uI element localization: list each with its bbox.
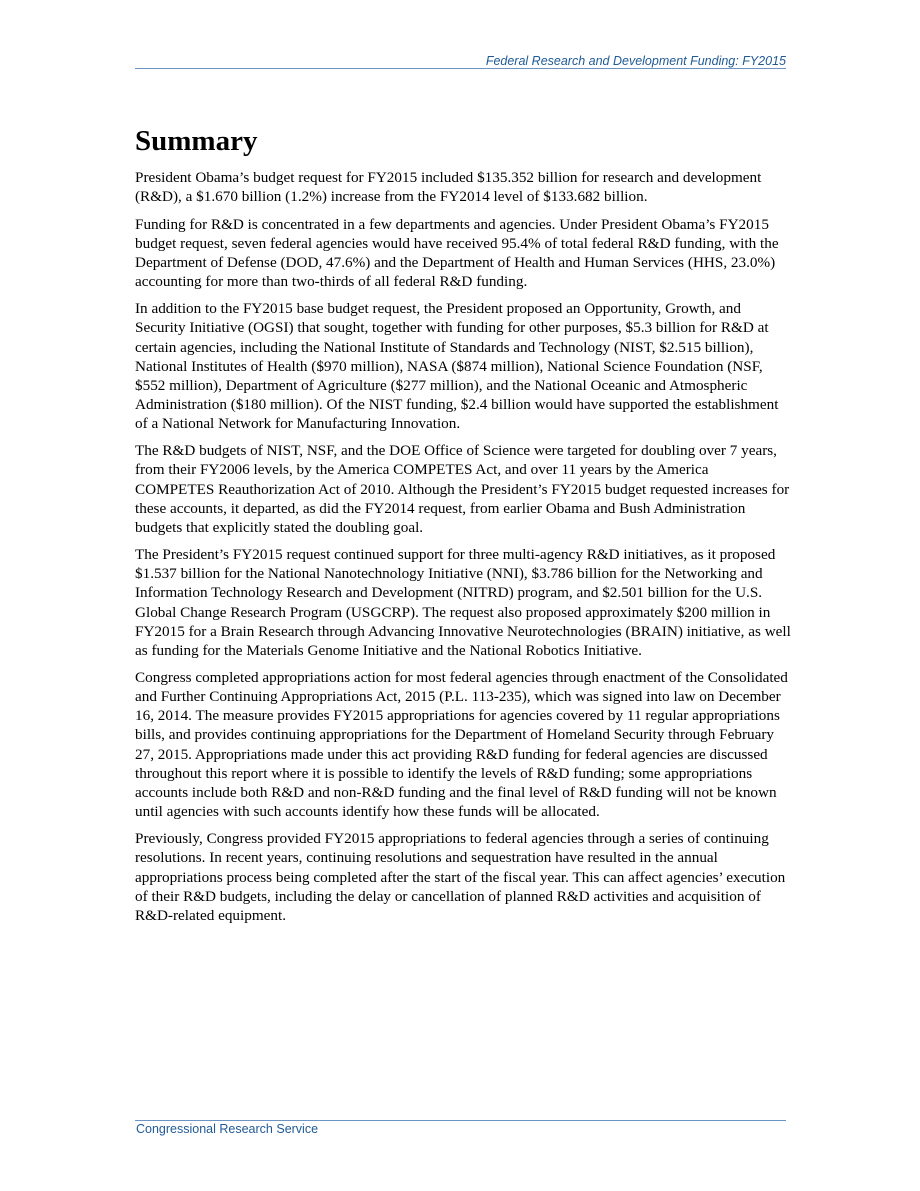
- summary-paragraph-7: Previously, Congress provided FY2015 appropriations to federal agencies through a series of continuing resolutions. In recent years, continuing resolutions and sequestration have resulted in the annual appropriations process being completed after the start of the fiscal year. This can affect agencies’ execution of their R&D budgets, including the delay or cancellation of planned R&D activities and acquisition of R&D-related equipment.: [135, 830, 786, 924]
- summary-heading: Summary: [135, 125, 258, 157]
- summary-paragraph-6: Congress completed appropriations action for most federal agencies through enactment of the Consolidated and Further Continuing Appropriations Act, 2015 (P.L. 113-235), which was signed into law on December 16, 2014. The measure provides FY2015 appropriations for agencies covered by 11 regular appropriations bills, and provides continuing appropriations for the Department of Homeland Security through February 27, 2015. Appropriations made under this act providing R&D funding for federal agencies are discussed throughout this report where it is possible to identify the levels of R&D funding; some appropriations accounts include both R&D and non-R&D funding and the final level of R&D funding will not be known until agencies with such accounts identify how these funds will be allocated.: [135, 669, 788, 820]
- header-rule: [135, 68, 786, 69]
- running-header-title: Federal Research and Development Funding: FY2015: [485, 54, 786, 68]
- footer-publisher: Congressional Research Service: [136, 1122, 319, 1136]
- summary-body: [135, 168, 791, 933]
- summary-paragraph-3: In addition to the FY2015 base budget request, the President proposed an Opportunity, Growth, and Security Initiative (OGSI) that sought, together with funding for other purposes, $5.3 billion for R&D at certain agencies, including the National Institute of Standards and Technology (NIST, $2.515 billion), National Institutes of Health ($970 million), NASA ($874 million), National Science Foundation (NSF, $552 million), Department of Agriculture ($277 million), and the National Oceanic and Atmospheric Administration ($180 million). Of the NIST funding, $2.4 billion would have supported the establishment of a National Network for Manufacturing Innovation.: [135, 300, 779, 432]
- summary-paragraph-4: The R&D budgets of NIST, NSF, and the DOE Office of Science were targeted for doubling over 7 years, from their FY2006 levels, by the America COMPETES Act, and over 11 years by the America COMPETES Reauthorization Act of 2010. Although the President’s FY2015 budget requested increases for these accounts, it departed, as did the FY2014 request, from earlier Obama and Bush Administration budgets that explicitly stated the doubling goal.: [135, 442, 790, 536]
- summary-paragraph-1: President Obama’s budget request for FY2015 included $135.352 billion for research and development (R&D), a $1.670 billion (1.2%) increase from the FY2014 level of $133.682 billion.: [135, 169, 762, 206]
- footer-rule: [135, 1120, 786, 1121]
- summary-paragraph-2: Funding for R&D is concentrated in a few departments and agencies. Under President Obama’s FY2015 budget request, seven federal agencies would have received 95.4% of total federal R&D funding, with the Department of Defense (DOD, 47.6%) and the Department of Health and Human Services (HHS, 23.0%) accounting for more than two-thirds of all federal R&D funding.: [135, 215, 779, 290]
- summary-paragraph-5: The President’s FY2015 request continued support for three multi-agency R&D initiatives, as it proposed $1.537 billion for the National Nanotechnology Initiative (NNI), $3.786 billion for the Networking and Information Technology Research and Development (NITRD) program, and $2.501 billion for the U.S. Global Change Research Program (USGCRP). The request also proposed approximately $200 million in FY2015 for a Brain Research through Advancing Innovative Neurotechnologies (BRAIN) initiative, as well as funding for the Materials Genome Initiative and the National Robotics Initiative.: [135, 546, 791, 659]
